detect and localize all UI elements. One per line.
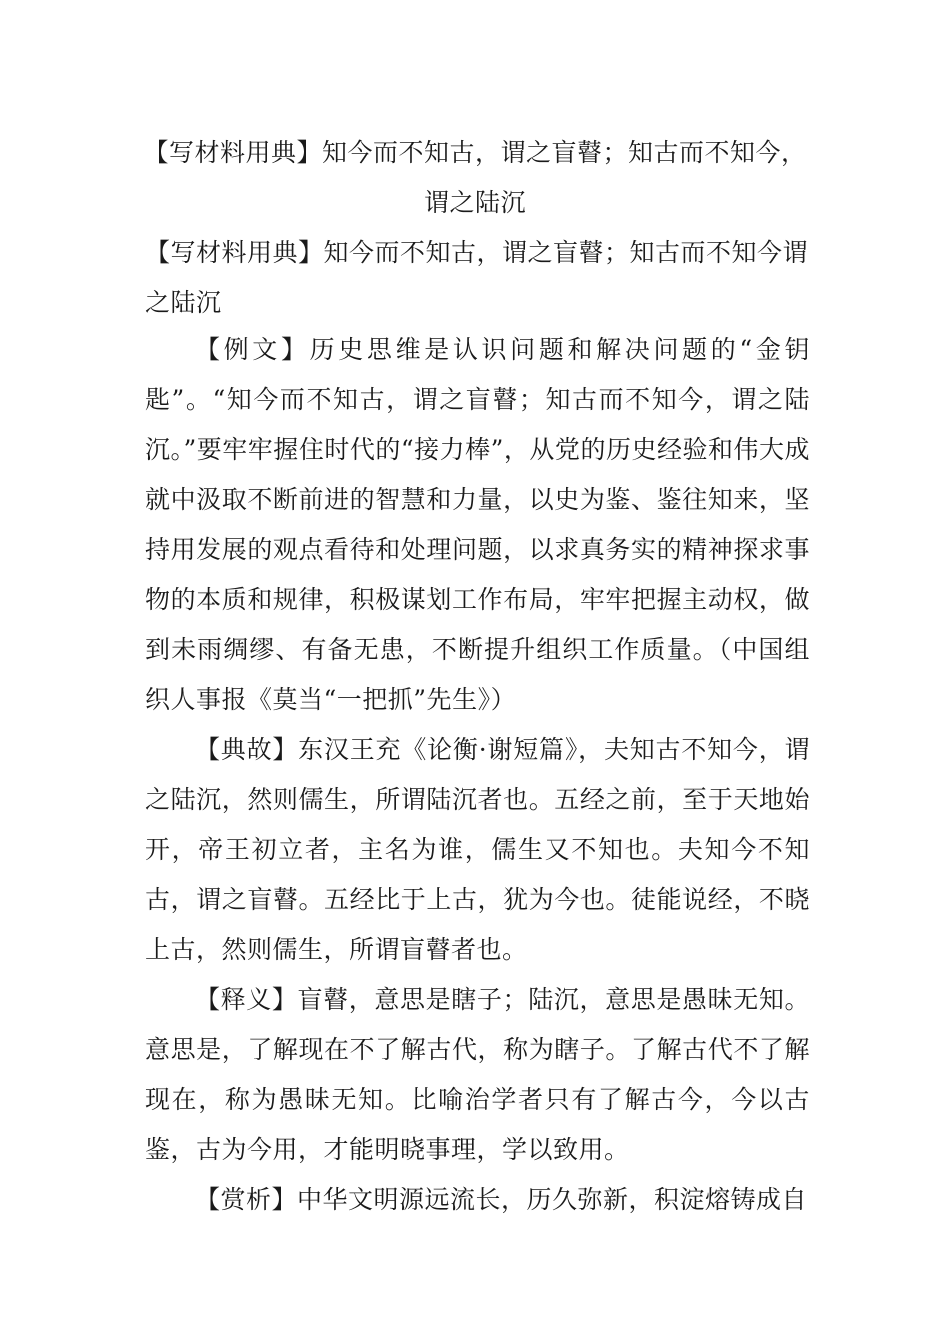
paragraph-meaning: 【释义】盲瞽，意思是瞎子；陆沉，意思是愚昧无知。意思是，了解现在不了解古代，称为瞎子。了解古代不了解现在，称为愚昧无知。比喻治学者只有了解古今，今以古鉴，古为今用，才能明晓事理，学以致用。 — [145, 985, 810, 1164]
paragraph-example: 【例文】历史思维是认识问题和解决问题的“金钥匙”。“知今而不知古，谓之盲瞽；知古而不知今，谓之陆沉。”要牢牢握住时代的“接力棒”，从党的历史经验和伟大成就中汲取不断前进的智慧和力量，以史为鉴、鉴往知来，坚持用发展的观点看待和处理问题，以求真务实的精神探求事物的本质和规律，积极谋划工作布局，牢牢把握主动权，做到未雨绸缪、有备无患，不断提升组织工作质量。（中国组织人事报《莫当“一把抓”先生》） — [145, 335, 810, 714]
document-body — [145, 325, 810, 1225]
paragraph-allusion: 【典故】东汉王充《论衡·谢短篇》，夫知古不知今，谓之陆沉，然则儒生，所谓陆沉者也。五经之前，至于天地始开，帝王初立者，主名为谁，儒生又不知也。夫知今不知古，谓之盲瞽。五经比于上古，犹为今也。徒能说经，不晓上古，然则儒生，所谓盲瞽者也。 — [145, 735, 810, 964]
document-subtitle: 【写材料用典】知今而不知古，谓之盲瞽；知古而不知今谓之陆沉 — [145, 238, 809, 317]
paragraph-appreciation: 【赏析】中华文明源远流长，历久弥新，积淀熔铸成自 — [195, 1185, 808, 1214]
document-title: 【写材料用典】知今而不知古，谓之盲瞽；知古而不知今，谓之陆沉 — [143, 138, 807, 217]
